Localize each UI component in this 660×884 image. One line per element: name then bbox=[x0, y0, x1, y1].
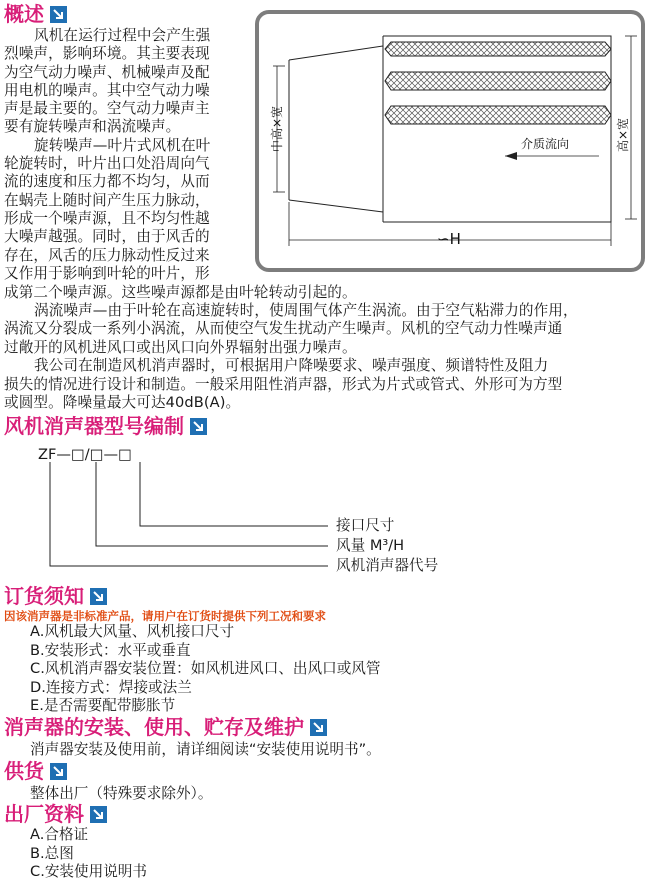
supply-heading-text: 供货 bbox=[4, 759, 44, 783]
model-label-code: 风机消声器代号 bbox=[336, 557, 439, 574]
arrow-down-right-icon bbox=[310, 719, 327, 736]
arrow-down-right-icon bbox=[90, 806, 107, 823]
model-heading-text: 风机消声器型号编制 bbox=[4, 414, 184, 438]
docs-item: B.总图 bbox=[30, 845, 74, 862]
section-heading-install bbox=[4, 715, 327, 739]
install-heading-text: 消声器的安装、使用、贮存及维护 bbox=[4, 715, 304, 739]
overview-line: 在蜗壳上随时间产生压力脉动， bbox=[4, 192, 210, 209]
right-dim-label: 高×宽 bbox=[616, 117, 630, 152]
overview-line: 烈噪声，影响环境。其主要表现 bbox=[4, 45, 210, 62]
overview-line: 损失的情况进行设计和制造。一般采用阻性消声器，形式为片式或管式、外形可为方型 bbox=[4, 376, 563, 393]
overview-line: 又作用于影响到叶轮的叶片，形 bbox=[4, 265, 210, 282]
docs-item: C.安装使用说明书 bbox=[30, 863, 147, 880]
overview-line: 或圆型。降噪量最大可达40dB(A)。 bbox=[4, 394, 241, 411]
section-heading-docs bbox=[4, 802, 107, 826]
install-text: 消声器安装及使用前，请详细阅读“安装使用说明书”。 bbox=[30, 741, 381, 758]
overview-line: 涡流又分裂成一系列小涡流，从而使空气发生扰动产生噪声。风机的空气动力性噪声通 bbox=[4, 320, 563, 337]
ordering-heading-text: 订货须知 bbox=[4, 584, 84, 608]
left-dim-label: 中高×宽 bbox=[270, 105, 284, 152]
overview-line: 旋转噪声—叶片式风机在叶 bbox=[34, 137, 211, 154]
overview-line: 风机在运行过程中会产生强 bbox=[34, 27, 211, 44]
docs-heading-text: 出厂资料 bbox=[4, 802, 84, 826]
model-label-port-size: 接口尺寸 bbox=[336, 517, 395, 534]
ordering-item: C.风机消声器安装位置：如风机进风口、出风口或风管 bbox=[30, 660, 381, 677]
model-label-airflow: 风量 M³/H bbox=[336, 537, 405, 554]
arrow-down-right-icon bbox=[50, 763, 67, 780]
overview-line: 成第二个噪声源。这些噪声源都是由叶轮转动引起的。 bbox=[4, 284, 357, 301]
overview-line: 我公司在制造风机消声器时，可根据用户降噪要求、噪声强度、频谱特性及阻力 bbox=[34, 357, 549, 374]
ordering-item: D.连接方式：焊接或法兰 bbox=[30, 679, 192, 696]
overview-line: 为空气动力噪声、机械噪声及配 bbox=[4, 64, 210, 81]
overview-line: 轮旋转时，叶片出口处沿周向气 bbox=[4, 155, 210, 172]
ordering-notice: 因该消声器是非标准产品，请用户在订货时提供下列工况和要求 bbox=[4, 609, 326, 623]
supply-text: 整体出厂（特殊要求除外）。 bbox=[30, 785, 213, 802]
overview-heading-text: 概述 bbox=[4, 2, 44, 26]
ordering-item: A.风机最大风量、风机接口尺寸 bbox=[30, 623, 235, 640]
overview-line: 用电机的噪声。其中空气动力噪 bbox=[4, 82, 210, 99]
overview-line: 声是最主要的。空气动力噪声主 bbox=[4, 100, 210, 117]
overview-line: 形成一个噪声源，且不均匀性越 bbox=[4, 210, 210, 227]
overview-line: 要有旋转噪声和涡流噪声。 bbox=[4, 118, 181, 135]
model-code: ZF—□/□—□ bbox=[38, 446, 132, 463]
flow-label: 介质流向 bbox=[521, 137, 570, 151]
section-heading-ordering bbox=[4, 584, 107, 608]
overview-line: 过敞开的风机进风口或出风口向外界辐射出强力噪声。 bbox=[4, 339, 357, 356]
overview-line: 流的速度和压力都不均匀，从而 bbox=[4, 173, 210, 190]
docs-item: A.合格证 bbox=[30, 826, 89, 843]
ordering-item: B.安装形式：水平或垂直 bbox=[30, 642, 191, 659]
section-heading-supply bbox=[4, 759, 67, 783]
overview-line: 涡流噪声—由于叶轮在高速旋转时，使周围气体产生涡流。由于空气粘滞力的作用， bbox=[34, 302, 578, 319]
length-label: ∽H bbox=[437, 230, 461, 248]
overview-line: 大噪声越强。同时，由于风舌的 bbox=[4, 228, 210, 245]
arrow-down-right-icon bbox=[90, 588, 107, 605]
ordering-item: E.是否需要配带膨胀节 bbox=[30, 697, 176, 714]
overview-line: 存在，风舌的压力脉动性反过来 bbox=[4, 247, 210, 264]
